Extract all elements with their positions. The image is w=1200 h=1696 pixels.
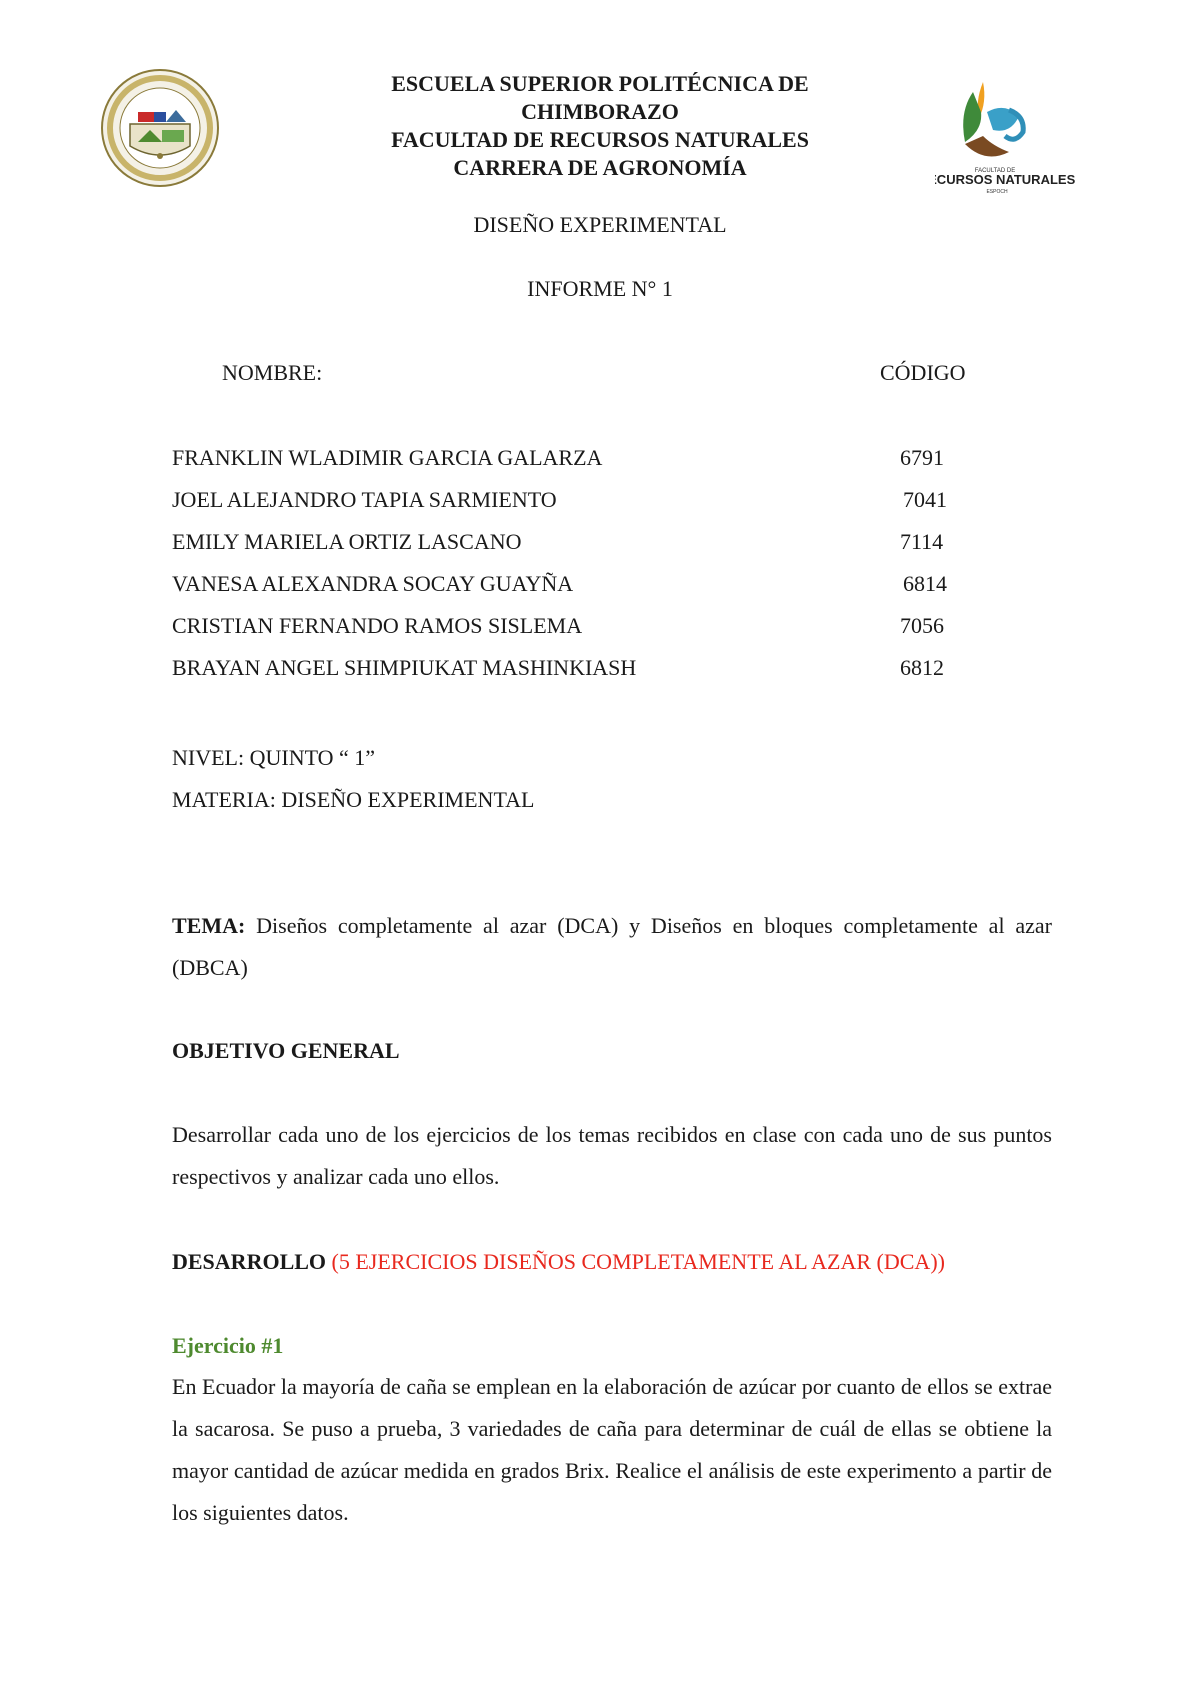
topic-text: Diseños completamente al azar (DCA) y Diseños en bloques completamente al azar (DBCA) [172, 913, 1052, 980]
student-row [172, 487, 972, 527]
espoch-seal-logo [100, 68, 220, 188]
exercise-1-paragraph: En Ecuador la mayoría de caña se emplean en la elaboración de azúcar por cuanto de ellos se extrae la sacarosa. Se puso a prueba, 3 variedades de caña para determinar de cuál de ellas se obtiene la mayor cantidad de azúcar medida en grados Brix. Realice el análisis de este experimento a partir de los siguientes datos. [172, 1374, 1052, 1525]
objective-paragraph: Desarrollar cada uno de los ejercicios de los temas recibidos en clase con cada uno de sus puntos respectivos y analizar cada uno ellos. [172, 1122, 1052, 1189]
exercise-1-heading: Ejercicio #1 [172, 1333, 284, 1358]
development-label: DESARROLLO [172, 1249, 327, 1274]
svg-text:RECURSOS NATURALES: CURSOS NATURALES [936, 172, 1076, 187]
student-name: CRISTIAN FERNANDO RAMOS SISLEMA [172, 613, 583, 638]
student-name: BRAYAN ANGEL SHIMPIUKAT MASHINKIASH [172, 655, 637, 680]
student-name: FRANKLIN WLADIMIR GARCIA GALARZA [172, 445, 603, 470]
recursos-naturales-logo [935, 72, 1085, 197]
svg-text:ESPOCH: ESPOCH [986, 189, 1008, 195]
name-column-header: NOMBRE: [222, 360, 323, 385]
institution-header [330, 70, 870, 182]
student-name: VANESA ALEXANDRA SOCAY GUAYÑA [172, 571, 574, 596]
level-line: NIVEL: QUINTO “ 1” [172, 745, 376, 770]
student-code: 7114 [900, 529, 944, 554]
student-row [172, 571, 972, 611]
student-name: EMILY MARIELA ORTIZ LASCANO [172, 529, 522, 554]
subject-line: MATERIA: DISEÑO EXPERIMENTAL [172, 787, 535, 812]
report-title: INFORME N° 1 [527, 276, 673, 301]
topic-paragraph [172, 905, 1052, 989]
topic-label: TEMA: [172, 913, 246, 938]
code-column-header: CÓDIGO [880, 360, 966, 385]
student-code: 7056 [900, 613, 944, 638]
institution-name-line1: ESCUELA SUPERIOR POLITÉCNICA DE [391, 71, 809, 96]
student-code: 6812 [900, 655, 944, 680]
student-code: 6791 [900, 445, 944, 470]
institution-name-line2: CHIMBORAZO [521, 99, 679, 124]
student-row [172, 445, 972, 485]
faculty-name: FACULTAD DE RECURSOS NATURALES [391, 127, 809, 152]
student-name: JOEL ALEJANDRO TAPIA SARMIENTO [172, 487, 557, 512]
student-row [172, 655, 972, 695]
svg-text:FACULTAD DE: FACULTAD DE [974, 168, 1016, 174]
student-row [172, 529, 972, 569]
objective-heading: OBJETIVO GENERAL [172, 1038, 400, 1063]
career-name: CARRERA DE AGRONOMÍA [453, 155, 747, 180]
development-heading [172, 1249, 945, 1275]
development-highlight: (5 EJERCICIOS DISEÑOS COMPLETAMENTE AL AZAR (DCA)) [326, 1249, 945, 1274]
student-code: 6814 [903, 571, 947, 596]
subject-title: DISEÑO EXPERIMENTAL [473, 212, 727, 237]
student-row [172, 613, 972, 653]
student-code: 7041 [903, 487, 947, 512]
